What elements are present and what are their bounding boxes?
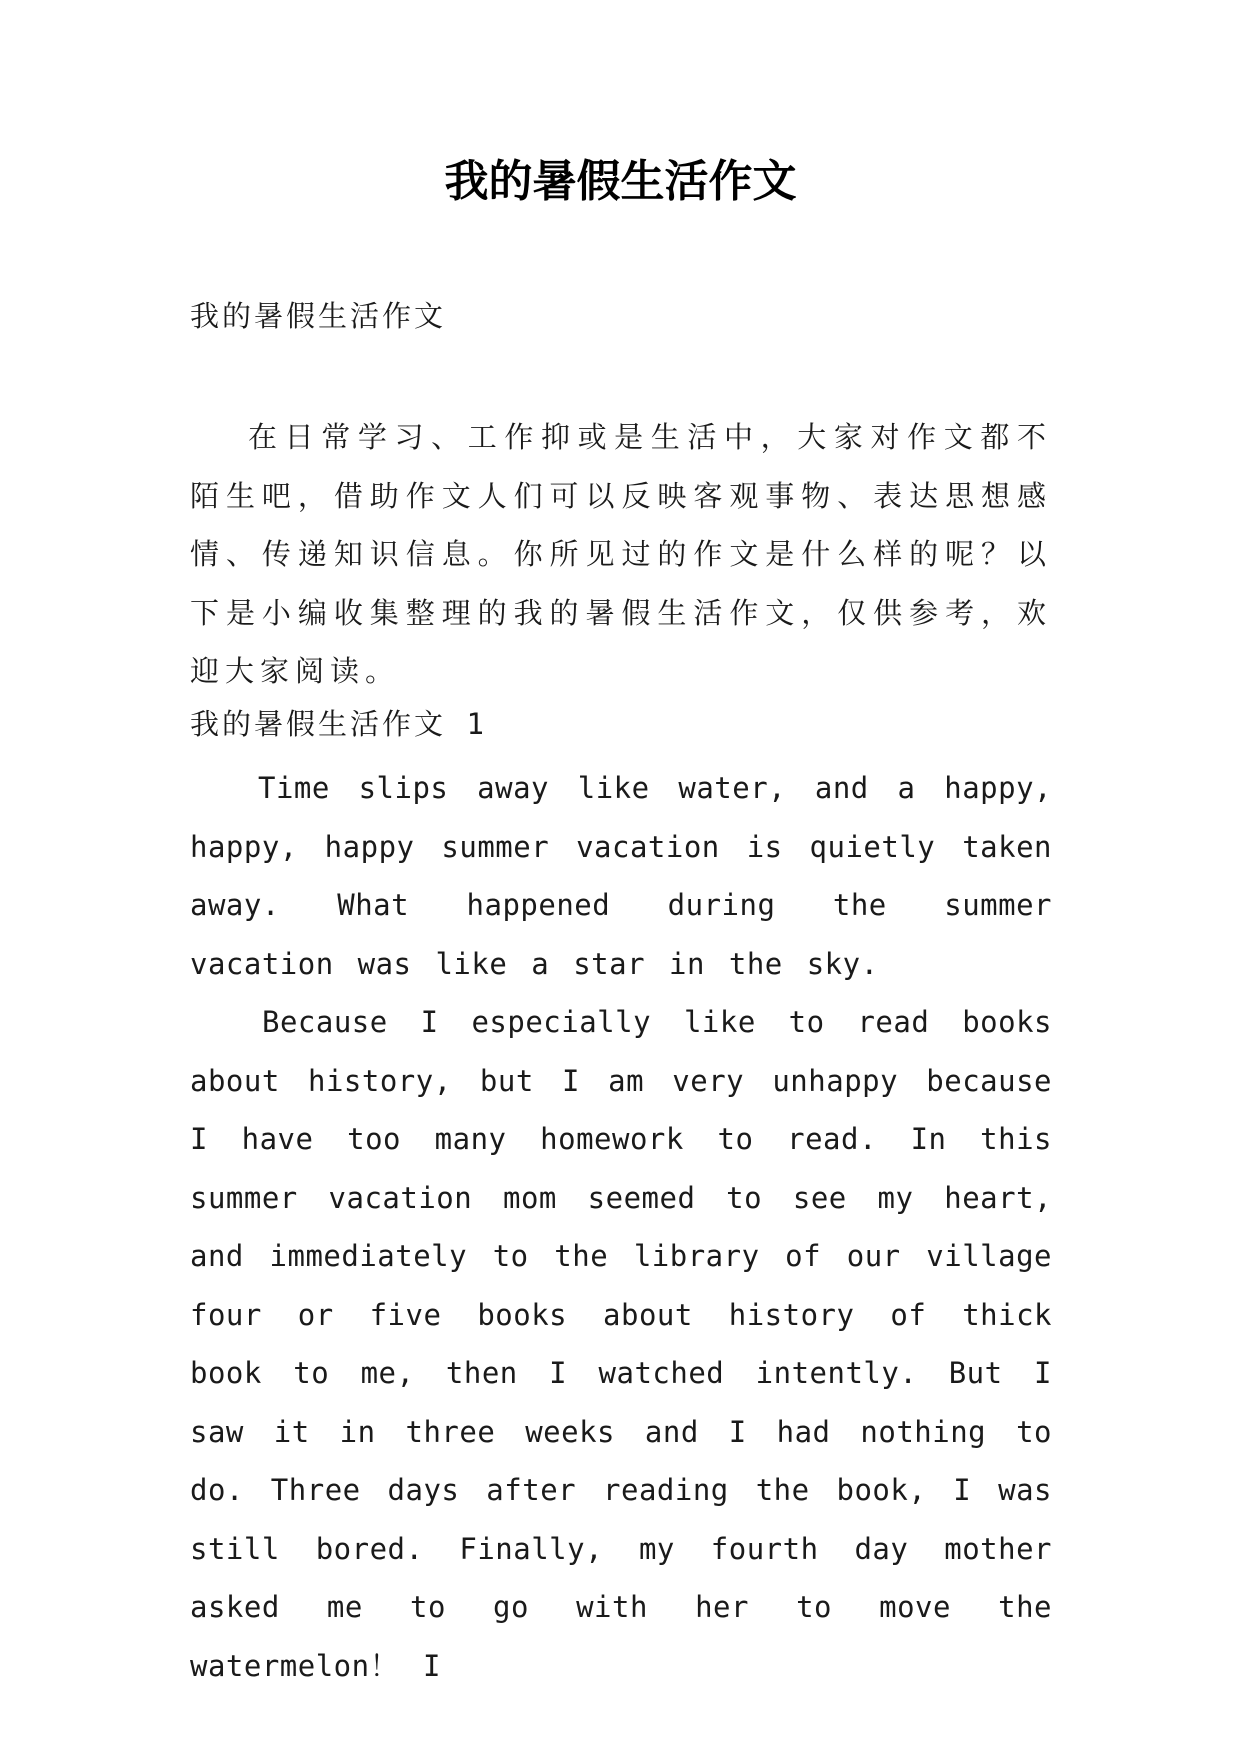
- essay-paragraph: Time slips away like water, and a happy, happy, happy summer vacation is quietly taken away. What happened during the summer vacation was like a star in the sky.: [190, 771, 1052, 981]
- document-subtitle: 我的暑假生活作文: [190, 299, 447, 333]
- intro-paragraph: 在日常学习、工作抑或是生活中，大家对作文都不陌生吧，借助作文人们可以反映客观事物、表达思想感情、传递知识信息。你所见过的作文是什么样的呢？以下是小编收集整理的我的暑假生活作文，仅供参考，欢迎大家阅读。: [190, 420, 1052, 688]
- section-heading: 我的暑假生活作文 1: [190, 707, 487, 741]
- document-title: 我的暑假生活作文: [444, 156, 797, 207]
- essay-paragraph: Because I especially like to read books about history, but I am very unhappy because I have too many homework to read. In this summer vacation mom seemed to see my heart, and immediately to the library of our village four or five books about history of thick book to me, then I watched intently. But I saw it in three weeks and I had nothing to do. Three days after reading the book, I was still bored. Finally, my fourth day mother asked me to go with her to move the watermelon！ I: [190, 1005, 1052, 1683]
